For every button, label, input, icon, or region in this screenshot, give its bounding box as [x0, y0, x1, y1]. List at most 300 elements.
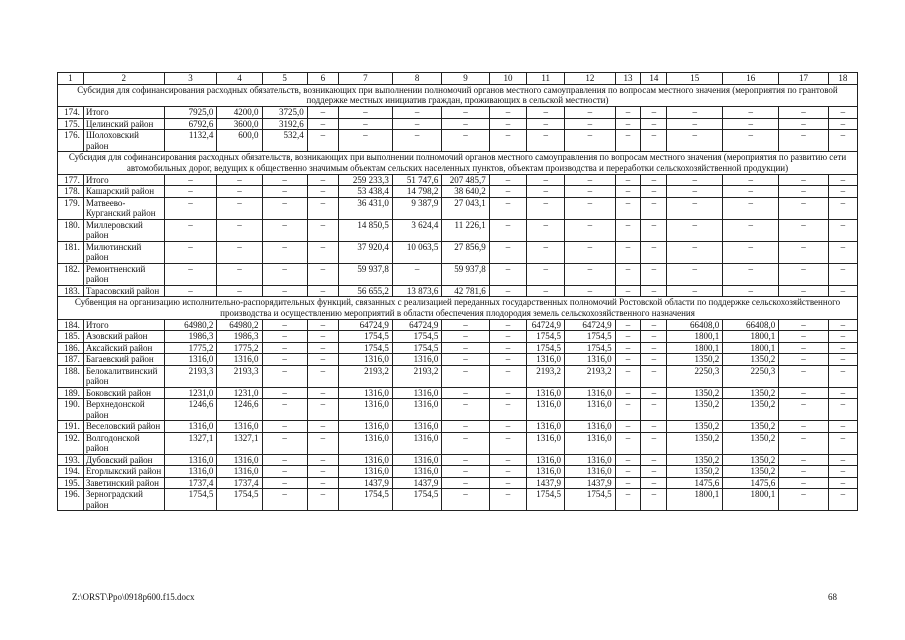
- value-cell: 1316,0: [338, 421, 392, 433]
- value-cell: –: [565, 118, 616, 130]
- row-number: 174.: [58, 107, 84, 119]
- value-cell: –: [615, 219, 641, 241]
- value-cell: 2193,3: [164, 365, 217, 387]
- value-cell: 27 043,1: [442, 197, 489, 219]
- value-cell: –: [338, 107, 392, 119]
- value-cell: –: [489, 454, 527, 466]
- value-cell: –: [615, 118, 641, 130]
- value-cell: 1754,5: [217, 489, 262, 511]
- value-cell: –: [307, 387, 338, 399]
- row-number: 176.: [58, 130, 84, 152]
- district-name: Кашарский район: [83, 186, 164, 198]
- value-cell: –: [828, 130, 857, 152]
- value-cell: –: [667, 285, 723, 297]
- value-cell: –: [262, 186, 307, 198]
- value-cell: –: [779, 489, 829, 511]
- value-cell: 1316,0: [565, 387, 616, 399]
- value-cell: 64724,9: [527, 319, 565, 331]
- value-cell: –: [442, 118, 489, 130]
- table-row: [58, 331, 858, 343]
- value-cell: 27 856,9: [442, 241, 489, 263]
- value-cell: –: [489, 285, 527, 297]
- district-name: Ремонтненский район: [83, 263, 164, 285]
- value-cell: –: [307, 466, 338, 478]
- value-cell: –: [489, 477, 527, 489]
- value-cell: –: [723, 241, 779, 263]
- value-cell: –: [217, 219, 262, 241]
- value-cell: 2193,2: [565, 365, 616, 387]
- value-cell: 1246,6: [164, 399, 217, 421]
- value-cell: 56 655,2: [338, 285, 392, 297]
- value-cell: 2193,2: [392, 365, 442, 387]
- district-name: Дубовский район: [83, 454, 164, 466]
- value-cell: 13 873,6: [392, 285, 442, 297]
- section-title-row: [58, 152, 858, 175]
- value-cell: 14 850,5: [338, 219, 392, 241]
- value-cell: 1475,6: [667, 477, 723, 489]
- value-cell: –: [828, 387, 857, 399]
- value-cell: –: [262, 454, 307, 466]
- value-cell: –: [828, 421, 857, 433]
- value-cell: –: [527, 197, 565, 219]
- value-cell: 4200,0: [217, 107, 262, 119]
- table-row: [58, 365, 858, 387]
- value-cell: 1316,0: [565, 432, 616, 454]
- value-cell: –: [565, 174, 616, 186]
- value-cell: –: [615, 263, 641, 285]
- column-header: 6: [307, 73, 338, 85]
- row-number: 177.: [58, 174, 84, 186]
- section-title: Субсидия для софинансирования расходных обязательств, возникающих при выполнении полномочий органов местного самоуправления по вопросам местного значения (мероприятия по развитию сети автомобильных дорог, ведущих к общественно значимым объектам сельских населенных пунктов, объектам производства и переработки сельскохозяйственной продукции): [58, 152, 858, 175]
- value-cell: –: [779, 197, 829, 219]
- value-cell: –: [723, 130, 779, 152]
- row-number: 194.: [58, 466, 84, 478]
- value-cell: –: [615, 174, 641, 186]
- value-cell: –: [307, 186, 338, 198]
- district-name: Тарасовский район: [83, 285, 164, 297]
- value-cell: –: [565, 241, 616, 263]
- value-cell: 1316,0: [392, 454, 442, 466]
- value-cell: –: [262, 197, 307, 219]
- value-cell: 1327,1: [164, 432, 217, 454]
- value-cell: 64980,2: [164, 319, 217, 331]
- value-cell: –: [392, 130, 442, 152]
- table-row: [58, 489, 858, 511]
- row-number: 180.: [58, 219, 84, 241]
- row-number: 175.: [58, 118, 84, 130]
- column-header: 8: [392, 73, 442, 85]
- section-title-row: [58, 297, 858, 320]
- value-cell: 1316,0: [217, 354, 262, 366]
- value-cell: –: [615, 241, 641, 263]
- value-cell: –: [723, 174, 779, 186]
- value-cell: –: [667, 107, 723, 119]
- value-cell: –: [489, 421, 527, 433]
- value-cell: –: [442, 387, 489, 399]
- row-number: 178.: [58, 186, 84, 198]
- value-cell: –: [489, 219, 527, 241]
- value-cell: 36 431,0: [338, 197, 392, 219]
- value-cell: 1754,5: [392, 331, 442, 343]
- value-cell: –: [723, 285, 779, 297]
- value-cell: –: [392, 118, 442, 130]
- value-cell: –: [641, 466, 667, 478]
- row-number: 186.: [58, 342, 84, 354]
- value-cell: –: [307, 118, 338, 130]
- value-cell: –: [615, 477, 641, 489]
- value-cell: –: [779, 130, 829, 152]
- value-cell: 3600,0: [217, 118, 262, 130]
- value-cell: –: [489, 387, 527, 399]
- value-cell: 1316,0: [164, 454, 217, 466]
- district-name: Итого: [83, 174, 164, 186]
- column-header: 1: [58, 73, 84, 85]
- value-cell: –: [307, 432, 338, 454]
- value-cell: –: [615, 319, 641, 331]
- value-cell: 1437,9: [565, 477, 616, 489]
- value-cell: –: [641, 285, 667, 297]
- value-cell: 207 485,7: [442, 174, 489, 186]
- value-cell: –: [828, 399, 857, 421]
- value-cell: –: [307, 365, 338, 387]
- value-cell: –: [828, 477, 857, 489]
- value-cell: 1316,0: [392, 466, 442, 478]
- table-row: [58, 421, 858, 433]
- column-header: 3: [164, 73, 217, 85]
- value-cell: –: [307, 197, 338, 219]
- row-number: 183.: [58, 285, 84, 297]
- value-cell: –: [615, 399, 641, 421]
- value-cell: 1350,2: [667, 354, 723, 366]
- value-cell: –: [489, 107, 527, 119]
- value-cell: –: [641, 489, 667, 511]
- value-cell: –: [779, 219, 829, 241]
- column-header: 12: [565, 73, 616, 85]
- value-cell: 1316,0: [392, 432, 442, 454]
- value-cell: –: [779, 387, 829, 399]
- value-cell: –: [779, 365, 829, 387]
- value-cell: 1800,1: [723, 342, 779, 354]
- value-cell: –: [262, 489, 307, 511]
- row-number: 192.: [58, 432, 84, 454]
- value-cell: –: [615, 354, 641, 366]
- value-cell: 1316,0: [527, 432, 565, 454]
- value-cell: –: [779, 118, 829, 130]
- column-header: 16: [723, 73, 779, 85]
- value-cell: –: [262, 365, 307, 387]
- value-cell: 1350,2: [667, 466, 723, 478]
- table-row: [58, 186, 858, 198]
- value-cell: –: [565, 107, 616, 119]
- row-number: 193.: [58, 454, 84, 466]
- value-cell: –: [164, 186, 217, 198]
- value-cell: –: [828, 118, 857, 130]
- value-cell: –: [527, 263, 565, 285]
- value-cell: –: [641, 319, 667, 331]
- value-cell: –: [723, 197, 779, 219]
- table-row: [58, 107, 858, 119]
- value-cell: –: [641, 263, 667, 285]
- value-cell: 600,0: [217, 130, 262, 152]
- district-name: Зерноградский район: [83, 489, 164, 511]
- value-cell: –: [828, 354, 857, 366]
- value-cell: –: [828, 241, 857, 263]
- value-cell: –: [779, 285, 829, 297]
- value-cell: –: [828, 174, 857, 186]
- value-cell: –: [615, 454, 641, 466]
- row-number: 185.: [58, 331, 84, 343]
- value-cell: –: [828, 466, 857, 478]
- table-row: [58, 432, 858, 454]
- value-cell: 53 438,4: [338, 186, 392, 198]
- value-cell: –: [615, 387, 641, 399]
- value-cell: –: [641, 477, 667, 489]
- value-cell: –: [262, 354, 307, 366]
- value-cell: 1800,1: [723, 331, 779, 343]
- value-cell: –: [828, 365, 857, 387]
- value-cell: –: [828, 331, 857, 343]
- value-cell: –: [723, 107, 779, 119]
- value-cell: –: [615, 186, 641, 198]
- value-cell: –: [641, 130, 667, 152]
- value-cell: 1350,2: [723, 387, 779, 399]
- value-cell: 1475,6: [723, 477, 779, 489]
- column-header: 5: [262, 73, 307, 85]
- row-number: 196.: [58, 489, 84, 511]
- value-cell: 1316,0: [527, 354, 565, 366]
- value-cell: 1350,2: [667, 421, 723, 433]
- district-name: Матвеево-Курганский район: [83, 197, 164, 219]
- value-cell: 59 937,8: [442, 263, 489, 285]
- value-cell: 1316,0: [565, 354, 616, 366]
- value-cell: –: [723, 186, 779, 198]
- value-cell: –: [489, 432, 527, 454]
- column-header: 17: [779, 73, 829, 85]
- value-cell: 1231,0: [217, 387, 262, 399]
- table-row: [58, 399, 858, 421]
- value-cell: –: [307, 285, 338, 297]
- table-row: [58, 387, 858, 399]
- value-cell: –: [779, 174, 829, 186]
- value-cell: 1132,4: [164, 130, 217, 152]
- value-cell: –: [641, 331, 667, 343]
- value-cell: 7925,0: [164, 107, 217, 119]
- value-cell: –: [338, 130, 392, 152]
- value-cell: 1246,6: [217, 399, 262, 421]
- value-cell: 3725,0: [262, 107, 307, 119]
- value-cell: –: [641, 421, 667, 433]
- table-row: [58, 130, 858, 152]
- value-cell: 37 920,4: [338, 241, 392, 263]
- value-cell: –: [615, 107, 641, 119]
- value-cell: –: [307, 354, 338, 366]
- value-cell: –: [779, 432, 829, 454]
- value-cell: 532,4: [262, 130, 307, 152]
- value-cell: –: [307, 454, 338, 466]
- value-cell: –: [723, 118, 779, 130]
- column-header: 15: [667, 73, 723, 85]
- value-cell: 1754,5: [338, 489, 392, 511]
- value-cell: 1437,9: [338, 477, 392, 489]
- table-row: [58, 319, 858, 331]
- table-row: [58, 354, 858, 366]
- value-cell: –: [217, 186, 262, 198]
- value-cell: –: [615, 365, 641, 387]
- value-cell: –: [527, 219, 565, 241]
- value-cell: –: [565, 263, 616, 285]
- value-cell: 1316,0: [565, 466, 616, 478]
- value-cell: 1316,0: [338, 387, 392, 399]
- value-cell: –: [615, 130, 641, 152]
- value-cell: –: [392, 107, 442, 119]
- value-cell: 1800,1: [667, 489, 723, 511]
- district-name: Боковский район: [83, 387, 164, 399]
- budget-table: [57, 72, 858, 511]
- district-name: Багаевский район: [83, 354, 164, 366]
- value-cell: –: [615, 331, 641, 343]
- value-cell: –: [164, 263, 217, 285]
- value-cell: –: [307, 219, 338, 241]
- value-cell: –: [442, 421, 489, 433]
- value-cell: –: [262, 285, 307, 297]
- district-name: Егорлыкский район: [83, 466, 164, 478]
- value-cell: –: [307, 399, 338, 421]
- row-number: 195.: [58, 477, 84, 489]
- value-cell: –: [164, 285, 217, 297]
- value-cell: 1316,0: [527, 454, 565, 466]
- value-cell: 2193,3: [217, 365, 262, 387]
- value-cell: –: [565, 285, 616, 297]
- value-cell: 14 798,2: [392, 186, 442, 198]
- value-cell: –: [527, 186, 565, 198]
- row-number: 179.: [58, 197, 84, 219]
- value-cell: 1316,0: [164, 421, 217, 433]
- value-cell: –: [262, 466, 307, 478]
- value-cell: –: [779, 319, 829, 331]
- value-cell: –: [262, 331, 307, 343]
- row-number: 187.: [58, 354, 84, 366]
- value-cell: 1754,5: [527, 331, 565, 343]
- value-cell: –: [828, 197, 857, 219]
- value-cell: –: [641, 174, 667, 186]
- value-cell: 1316,0: [565, 399, 616, 421]
- value-cell: –: [779, 399, 829, 421]
- value-cell: 1754,5: [565, 342, 616, 354]
- value-cell: –: [442, 354, 489, 366]
- value-cell: –: [442, 489, 489, 511]
- value-cell: 1350,2: [723, 466, 779, 478]
- section-title-row: [58, 84, 858, 107]
- value-cell: –: [489, 118, 527, 130]
- column-header: 10: [489, 73, 527, 85]
- value-cell: 1316,0: [392, 387, 442, 399]
- value-cell: –: [641, 342, 667, 354]
- value-cell: –: [262, 477, 307, 489]
- value-cell: –: [667, 130, 723, 152]
- value-cell: –: [641, 186, 667, 198]
- value-cell: 2193,2: [527, 365, 565, 387]
- value-cell: –: [779, 477, 829, 489]
- district-name: Аксайский район: [83, 342, 164, 354]
- value-cell: –: [442, 342, 489, 354]
- table-row: [58, 466, 858, 478]
- value-cell: –: [307, 331, 338, 343]
- value-cell: –: [641, 387, 667, 399]
- value-cell: 1350,2: [667, 399, 723, 421]
- value-cell: –: [828, 107, 857, 119]
- value-cell: –: [667, 174, 723, 186]
- value-cell: –: [615, 432, 641, 454]
- column-header: 11: [527, 73, 565, 85]
- table-body: [58, 73, 858, 511]
- value-cell: –: [615, 466, 641, 478]
- district-name: Верхнедонской район: [83, 399, 164, 421]
- value-cell: –: [565, 130, 616, 152]
- value-cell: –: [779, 331, 829, 343]
- value-cell: –: [565, 186, 616, 198]
- value-cell: –: [217, 197, 262, 219]
- value-cell: –: [262, 399, 307, 421]
- value-cell: –: [565, 219, 616, 241]
- district-name: Итого: [83, 319, 164, 331]
- value-cell: 1754,5: [338, 331, 392, 343]
- value-cell: –: [217, 285, 262, 297]
- value-cell: –: [527, 118, 565, 130]
- value-cell: 1327,1: [217, 432, 262, 454]
- value-cell: 2250,3: [723, 365, 779, 387]
- footer-file-path: Z:\ORST\Ppo\0918p600.f15.docx: [72, 592, 195, 602]
- value-cell: 1316,0: [527, 466, 565, 478]
- value-cell: –: [641, 454, 667, 466]
- value-cell: 1316,0: [217, 466, 262, 478]
- value-cell: –: [527, 130, 565, 152]
- value-cell: –: [779, 454, 829, 466]
- value-cell: –: [307, 489, 338, 511]
- value-cell: –: [615, 489, 641, 511]
- column-header: 4: [217, 73, 262, 85]
- value-cell: –: [641, 365, 667, 387]
- value-cell: 1316,0: [338, 432, 392, 454]
- value-cell: –: [828, 285, 857, 297]
- value-cell: –: [779, 342, 829, 354]
- value-cell: –: [723, 219, 779, 241]
- table-row: [58, 342, 858, 354]
- value-cell: –: [262, 387, 307, 399]
- value-cell: 1437,9: [392, 477, 442, 489]
- value-cell: –: [527, 174, 565, 186]
- value-cell: 64724,9: [392, 319, 442, 331]
- value-cell: –: [489, 130, 527, 152]
- district-name: Милютинский район: [83, 241, 164, 263]
- row-number: 184.: [58, 319, 84, 331]
- value-cell: –: [667, 241, 723, 263]
- value-cell: 1775,2: [217, 342, 262, 354]
- value-cell: 1316,0: [392, 354, 442, 366]
- value-cell: –: [442, 365, 489, 387]
- value-cell: –: [164, 174, 217, 186]
- value-cell: –: [262, 342, 307, 354]
- value-cell: 2250,3: [667, 365, 723, 387]
- value-cell: 3192,6: [262, 118, 307, 130]
- value-cell: –: [442, 466, 489, 478]
- value-cell: –: [779, 107, 829, 119]
- column-header: 13: [615, 73, 641, 85]
- table-row: [58, 219, 858, 241]
- district-name: Миллеровский район: [83, 219, 164, 241]
- value-cell: –: [828, 342, 857, 354]
- value-cell: –: [217, 263, 262, 285]
- value-cell: –: [828, 263, 857, 285]
